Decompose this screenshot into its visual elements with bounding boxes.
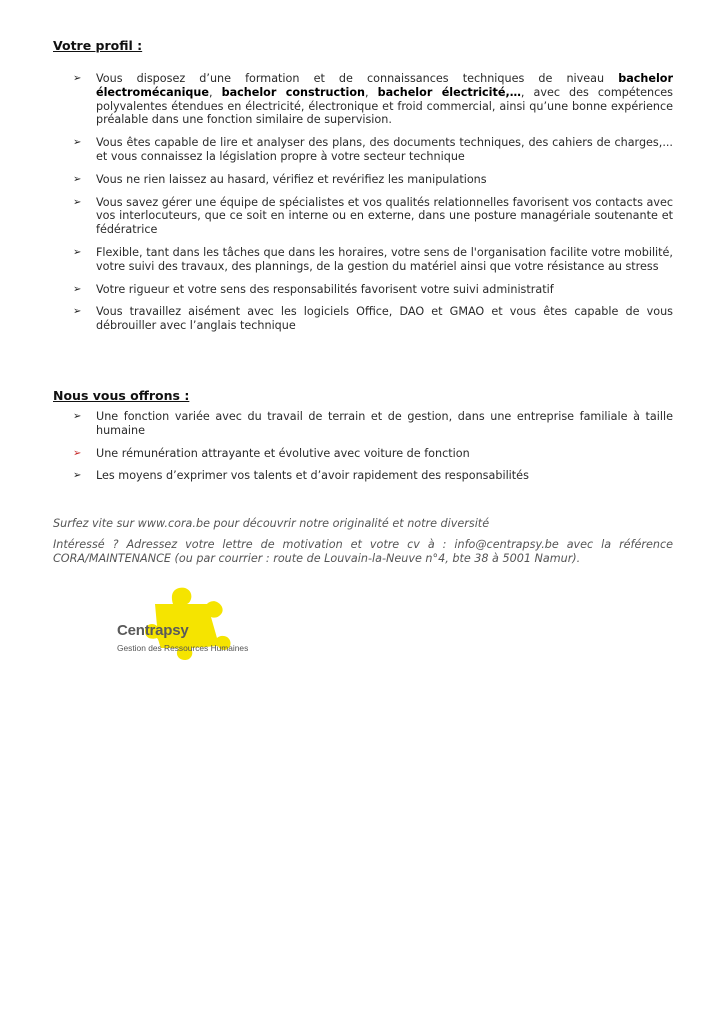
logo-name: Centrapsy — [117, 622, 189, 639]
profil-list — [73, 72, 673, 342]
arrow-bullet-icon: ➢ — [73, 470, 82, 482]
profil-bullet-item — [73, 305, 673, 333]
profil-bullet-item — [73, 246, 673, 274]
profil-bullet-text: Vous êtes capable de lire et analyser des plans, des documents techniques, des cahiers de charges,... et vous connaissez la législation propre à votre secteur technique — [96, 136, 673, 163]
arrow-bullet-icon: ➢ — [73, 411, 82, 422]
profil-bullet-item — [73, 283, 673, 297]
offre-bullet-item — [73, 410, 673, 438]
offre-bullet-text: Une rémunération attrayante et évolutive avec voiture de fonction — [96, 446, 470, 460]
arrow-bullet-icon: ➢ — [73, 447, 82, 459]
profil-heading: Votre profil : — [53, 38, 143, 53]
arrow-bullet-icon: ➢ — [73, 196, 82, 208]
website-line: Surfez vite sur www.cora.be pour découvrir notre originalité et notre diversité — [53, 517, 490, 530]
logo-tagline: Gestion des Ressources Humaines — [117, 643, 249, 653]
profil-bullet-item — [73, 72, 673, 127]
profil-bullet-item — [73, 173, 673, 187]
profil-bullet-text: Vous disposez d’une formation et de connaissances techniques de niveau — [96, 72, 619, 85]
profil-bullet-item — [73, 196, 673, 237]
arrow-bullet-icon: ➢ — [73, 283, 82, 295]
arrow-bullet-icon: ➢ — [73, 173, 82, 185]
profil-bullet-text: , — [364, 85, 378, 99]
profil-bullet-text: Vous savez gérer une équipe de spécialistes et vos qualités relationnelles favorisent vos contacts avec vos interlocuteurs, que ce soit en interne ou en externe, dans une posture managériale soutenante et fédératrice — [96, 195, 673, 237]
profil-bullet-text: , — [208, 85, 222, 99]
offre-bullet-item — [73, 447, 673, 461]
arrow-bullet-icon: ➢ — [73, 306, 82, 318]
offre-bullet-text: Les moyens d’exprimer vos talents et d’avoir rapidement des responsabilités — [96, 469, 529, 483]
arrow-bullet-icon: ➢ — [73, 137, 82, 149]
profil-bullet-text: bachelor construction — [221, 85, 365, 99]
profil-bullet-text: bachelor électromécanique — [96, 72, 673, 99]
profil-bullet-text: Vous ne rien laissez au hasard, vérifiez et revérifiez les manipulations — [96, 172, 487, 186]
offre-bullet-text: Une fonction variée avec du travail de terrain et de gestion, dans une entreprise familiale à taille humaine — [96, 410, 673, 437]
contact-line: Intéressé ? Adressez votre lettre de motivation et votre cv à : info@centrapsy.be avec la référence CORA/MAINTENANCE (ou par courrier : route de Louvain-la-Neuve n°4, bte 38 à 5001 Namur). — [53, 538, 673, 565]
arrow-bullet-icon: ➢ — [73, 73, 82, 84]
profil-bullet-text: , avec des compétences polyvalentes étendues en électricité, électronique et froid commercial, ainsi qu’une bonne expérience préalable dans une fonction similaire de supervision. — [96, 85, 673, 127]
offre-list — [73, 410, 673, 492]
profil-bullet-text: Vous travaillez aisément avec les logiciels Office, DAO et GMAO et vous êtes capable de vous débrouiller avec l’anglais technique — [96, 305, 673, 333]
profil-bullet-text: Flexible, tant dans les tâches que dans les horaires, votre sens de l'organisation facilite votre mobilité, votre suivi des travaux, des plannings, de la gestion du matériel ainsi que votre résistance au stress — [96, 245, 673, 273]
offre-heading: Nous vous offrons : — [53, 388, 190, 403]
offre-bullet-item — [73, 469, 673, 483]
profil-bullet-item — [73, 136, 673, 164]
profil-bullet-text: bachelor électricité,… — [377, 85, 521, 99]
arrow-bullet-icon: ➢ — [73, 246, 82, 258]
profil-bullet-text: Votre rigueur et votre sens des responsabilités favorisent votre suivi administratif — [96, 282, 554, 296]
